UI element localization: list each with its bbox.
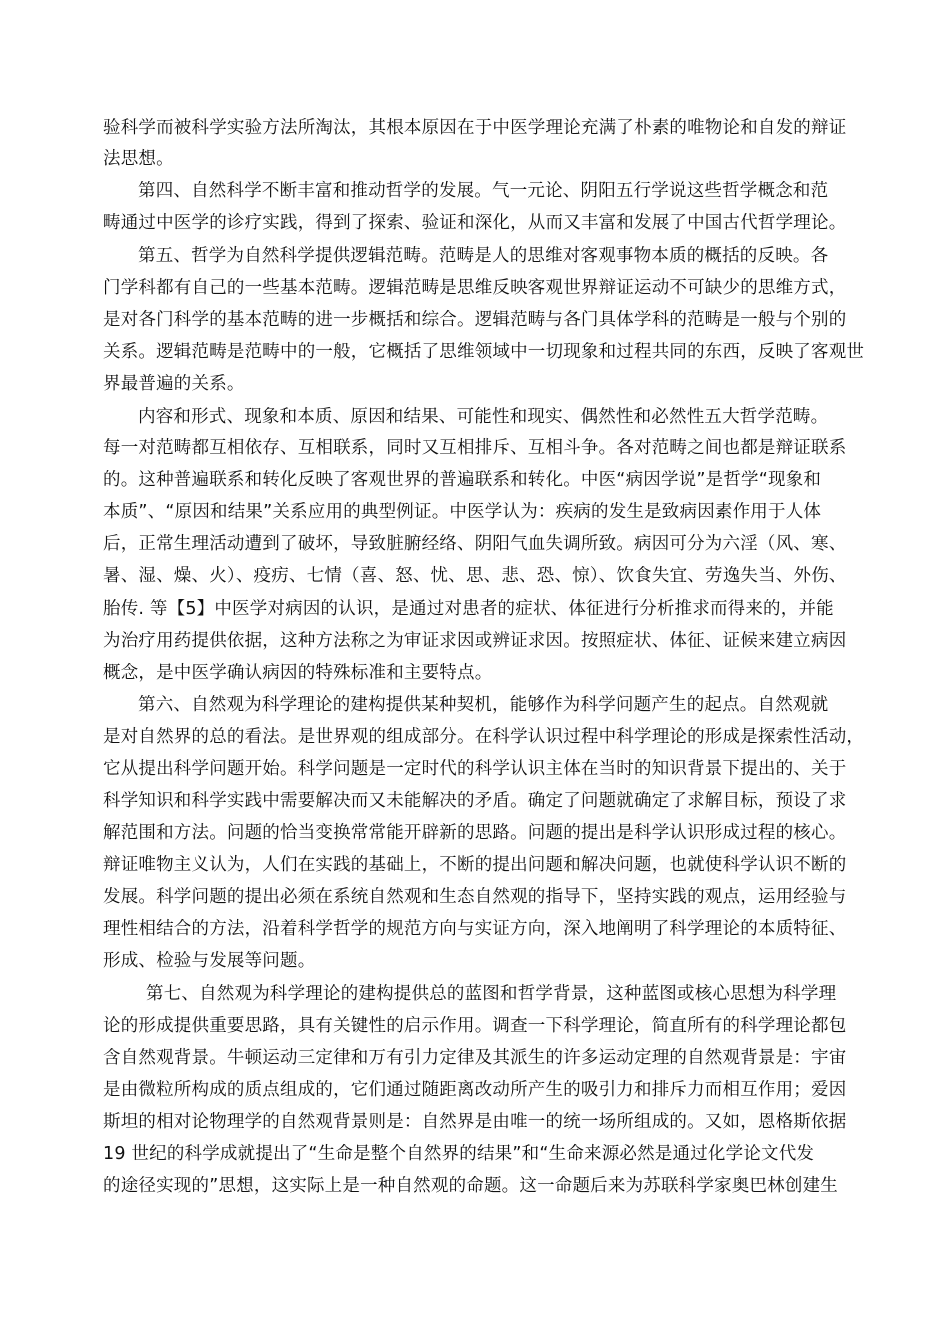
text-line: 法思想。 [103, 149, 174, 169]
paragraph-start-line: 第七、自然观为科学理论的建构提供总的蓝图和哲学背景，这种蓝图或核心思想为科学理 [146, 984, 837, 1004]
text-line: 的。这种普遍联系和转化反映了客观世界的普遍联系和转化。中医“病因学说”是哲学“现象和 [103, 470, 822, 490]
text-line: 畴通过中医学的诊疗实践，得到了探索、验证和深化，从而又丰富和发展了中国古代哲学理论。 [103, 213, 847, 233]
text-line: 关系。逻辑范畴是范畴中的一般，它概括了思维领域中一切现象和过程共同的东西，反映了客观世 [103, 342, 865, 362]
text-line: 斯坦的相对论物理学的自然观背景则是：自然界是由唯一的统一场所组成的。又如，恩格斯依据 [103, 1112, 847, 1132]
text-line: 胎传. 等【5】中医学对病因的认识，是通过对患者的症状、体征进行分析推求而得来的，并能 [103, 599, 834, 619]
text-line: 是对各门科学的基本范畴的进一步概括和综合。逻辑范畴与各门具体学科的范畴是一般与个别的 [103, 310, 847, 330]
text-line: 它从提出科学问题开始。科学问题是一定时代的科学认识主体在当时的知识背景下提出的、关于 [103, 759, 847, 779]
text-line: 验科学而被科学实验方法所淘汰，其根本原因在于中医学理论充满了朴素的唯物论和自发的辩证 [103, 118, 847, 138]
text-line: 形成、检验与发展等问题。 [103, 951, 316, 971]
text-line: 本质”、“原因和结果”关系应用的典型例证。中医学认为：疾病的发生是致病因素作用于人体 [103, 502, 822, 522]
paragraph-start-line: 第四、自然科学不断丰富和推动哲学的发展。气一元论、阴阳五行学说这些哲学概念和范 [138, 181, 829, 201]
text-line: 门学科都有自己的一些基本范畴。逻辑范畴是思维反映客观世界辩证运动不可缺少的思维方式， [103, 278, 847, 298]
text-line: 是由微粒所构成的质点组成的，它们通过随距离改动所产生的吸引力和排斥力而相互作用；爱因 [103, 1080, 847, 1100]
text-line: 科学知识和科学实践中需要解决而又未能解决的矛盾。确定了问题就确定了求解目标，预设了求 [103, 791, 847, 811]
text-line: 每一对范畴都互相依存、互相联系，同时又互相排斥、互相斗争。各对范畴之间也都是辩证联系 [103, 438, 847, 458]
text-line: 19 世纪的科学成就提出了“生命是整个自然界的结果”和“生命来源必然是通过化学论文代发 [103, 1144, 815, 1164]
text-line: 的途径实现的”思想，这实际上是一种自然观的命题。这一命题后来为苏联科学家奥巴林创建生 [103, 1176, 838, 1196]
paragraph-start-line: 内容和形式、现象和本质、原因和结果、可能性和现实、偶然性和必然性五大哲学范畴。 [138, 407, 829, 427]
text-line: 发展。科学问题的提出必须在系统自然观和生态自然观的指导下，坚持实践的观点，运用经验与 [103, 887, 847, 907]
text-line: 含自然观背景。牛顿运动三定律和万有引力定律及其派生的许多运动定理的自然观背景是：宇宙 [103, 1048, 847, 1068]
text-line: 论的形成提供重要思路，具有关键性的启示作用。调查一下科学理论，简直所有的科学理论都包 [103, 1016, 847, 1036]
paragraph-start-line: 第五、哲学为自然科学提供逻辑范畴。范畴是人的思维对客观事物本质的概括的反映。各 [138, 246, 829, 266]
text-line: 后，正常生理活动遭到了破坏，导致脏腑经络、阴阳气血失调所致。病因可分为六淫（风、寒、 [103, 534, 847, 554]
text-line: 为治疗用药提供依据，这种方法称之为审证求因或辨证求因。按照症状、体征、证候来建立病因 [103, 631, 847, 651]
text-line: 辩证唯物主义认为，人们在实践的基础上，不断的提出问题和解决问题，也就使科学认识不断的 [103, 855, 847, 875]
text-line: 概念，是中医学确认病因的特殊标准和主要特点。 [103, 663, 493, 683]
text-line: 界最普遍的关系。 [103, 374, 245, 394]
text-line: 理性相结合的方法，沿着科学哲学的规范方向与实证方向，深入地阐明了科学理论的本质特征、 [103, 919, 847, 939]
text-line: 是对自然界的总的看法。是世界观的组成部分。在科学认识过程中科学理论的形成是探索性活动， [103, 727, 865, 747]
text-line: 暑、湿、燥、火）、疫疠、七情（喜、怒、忧、思、悲、恐、惊）、饮食失宜、劳逸失当、外伤、 [103, 566, 847, 586]
paragraph-start-line: 第六、自然观为科学理论的建构提供某种契机，能够作为科学问题产生的起点。自然观就 [138, 695, 829, 715]
text-line: 解范围和方法。问题的恰当变换常常能开辟新的思路。问题的提出是科学认识形成过程的核心。 [103, 823, 847, 843]
